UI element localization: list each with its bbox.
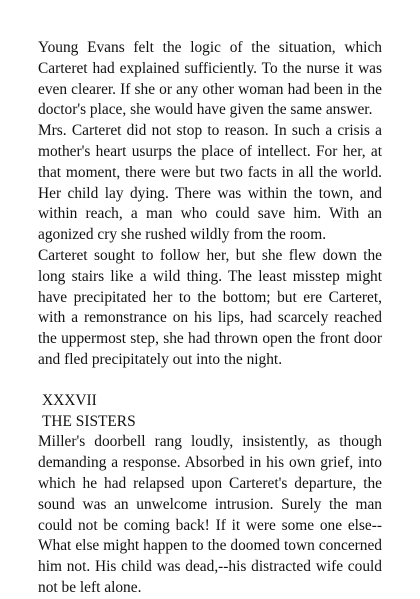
paragraph-mrs-carteret: Mrs. Carteret did not stop to reason. In such a crisis a mother's heart usurps the place of intellect. For her, at that moment, there were but two facts in all the world. Her child lay dying. There was within the town, and within reach, a man who could save him. With an agonized cry she rushed wildly from the room. — [38, 122, 382, 244]
paragraph-miller-doorbell: Miller's doorbell rang loudly, insistently, as though demanding a response. Absorbed in his own grief, into which he had relapsed upon Carteret's departure, the sound was an unwelcome intrusion. Surely the man could not be coming back! If it were some one else--What else might happen to the doomed town concerned him not. His child was dead,--his distracted wife could not be left alone. — [38, 433, 382, 596]
paragraph-carteret-follows: Carteret sought to follow her, but she flew down the long stairs like a wild thing. The least misstep might have precipitated her to the bottom; but ere Carteret, with a remonstrance on his lips, had scarcely reached the uppermost step, she had thrown open the front door and fled precipitately out into the night. — [38, 246, 382, 368]
paragraph-evans: Young Evans felt the logic of the situation, which Carteret had explained sufficiently. To the nurse it was even clearer. If she or any other woman had been in the doctor's place, she would have given the same answer. — [38, 39, 382, 119]
document-page — [38, 38, 382, 599]
chapter-title: THE SISTERS — [42, 412, 136, 430]
section-gap — [38, 371, 382, 391]
chapter-number: XXXVII — [42, 391, 97, 409]
